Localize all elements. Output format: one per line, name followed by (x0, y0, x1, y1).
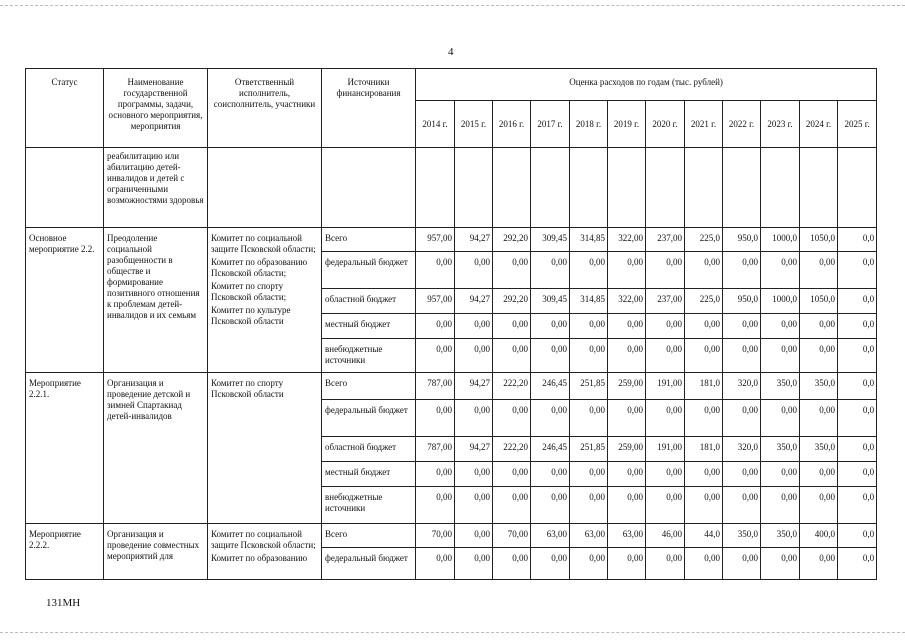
value-cell: 0,00 (493, 400, 531, 437)
value-cell: 0,00 (723, 462, 761, 487)
value-cell: 251,85 (570, 373, 608, 400)
value-cell: 251,85 (570, 437, 608, 462)
value-cell: 0,00 (416, 252, 455, 289)
value-cell: 0,0 (838, 437, 877, 462)
value-cell: 0,00 (416, 487, 455, 524)
value-cell: 191,00 (646, 437, 685, 462)
value-cell: 0,00 (531, 400, 570, 437)
source-cell: Всего (322, 373, 416, 400)
value-cell: 0,00 (531, 252, 570, 289)
value-cell: 0,00 (646, 339, 685, 373)
value-cell: 225,0 (685, 289, 723, 314)
value-cell: 225,0 (685, 228, 723, 252)
value-cell: 0,00 (723, 487, 761, 524)
responsible-line: Комитет по культуре Псковской области (211, 305, 291, 326)
value-cell: 0,00 (761, 462, 800, 487)
header-name: Наименование государственной программы, задачи, основного мероприятия, мероприятия (104, 69, 208, 148)
value-cell: 0,00 (800, 400, 838, 437)
value-cell: 0,00 (416, 314, 455, 339)
source-cell: федеральный бюджет (322, 252, 416, 289)
value-cell: 246,45 (531, 373, 570, 400)
value-cell: 0,00 (570, 462, 608, 487)
value-cell: 44,0 (685, 524, 723, 548)
value-cell: 246,45 (531, 437, 570, 462)
responsible-cell (208, 524, 322, 580)
value-cell: 63,00 (570, 524, 608, 548)
value-cell: 0,00 (800, 339, 838, 373)
value-cell: 0,00 (531, 487, 570, 524)
value-cell: 0,00 (761, 548, 800, 580)
table-row (26, 228, 877, 252)
value-cell: 94,27 (455, 373, 493, 400)
value-cell: 259,00 (608, 373, 646, 400)
value-cell: 0,00 (608, 548, 646, 580)
value-cell: 314,85 (570, 228, 608, 252)
value-cell: 46,00 (646, 524, 685, 548)
name-cell: Преодоление социальной разобщенности в обществе и формирование позитивного отношения к проблемам детей-инвалидов и их семьям (104, 228, 208, 373)
value-cell: 0,00 (685, 252, 723, 289)
value-cell: 0,0 (838, 400, 877, 437)
header-estimate: Оценка расходов по годам (тыс. рублей) (416, 69, 877, 101)
value-cell: 0,00 (685, 400, 723, 437)
year-header: 2018 г. (570, 101, 608, 148)
value-cell: 0,00 (646, 487, 685, 524)
value-cell: 0,0 (838, 487, 877, 524)
value-cell: 0,0 (838, 462, 877, 487)
header-sources: Источники финансирования (322, 69, 416, 148)
responsible-cell (208, 373, 322, 524)
value-cell: 0,00 (570, 339, 608, 373)
source-cell: областной бюджет (322, 289, 416, 314)
value-cell: 314,85 (570, 289, 608, 314)
value-cell: 950,0 (723, 228, 761, 252)
value-cell: 0,00 (416, 339, 455, 373)
name-cell: Организация и проведение совместных мероприятий для (104, 524, 208, 580)
value-cell: 63,00 (531, 524, 570, 548)
value-cell: 0,00 (646, 400, 685, 437)
value-cell: 0,00 (455, 400, 493, 437)
value-cell: 1000,0 (761, 289, 800, 314)
value-cell: 0,00 (800, 548, 838, 580)
value-cell: 0,00 (685, 339, 723, 373)
value-cell: 1000,0 (761, 228, 800, 252)
value-cell: 0,00 (570, 400, 608, 437)
value-cell: 0,00 (723, 548, 761, 580)
value-cell: 350,0 (800, 437, 838, 462)
value-cell: 0,00 (416, 400, 455, 437)
value-cell: 322,00 (608, 289, 646, 314)
name-cell: Организация и проведение детской и зимней Спартакиад детей-инвалидов (104, 373, 208, 524)
value-cell: 0,00 (800, 462, 838, 487)
value-cell: 0,00 (570, 314, 608, 339)
value-cell: 0,00 (761, 400, 800, 437)
value-cell: 0,00 (531, 548, 570, 580)
value-cell: 400,0 (800, 524, 838, 548)
value-cell: 0,00 (685, 487, 723, 524)
value-cell: 0,00 (416, 462, 455, 487)
value-cell: 191,00 (646, 373, 685, 400)
status-cell: Основное мероприятие 2.2. (26, 228, 104, 373)
value-cell: 0,00 (723, 314, 761, 339)
continuation-row (26, 148, 877, 228)
value-cell: 0,00 (723, 400, 761, 437)
value-cell: 0,00 (493, 462, 531, 487)
source-cell: Всего (322, 524, 416, 548)
value-cell: 350,0 (761, 437, 800, 462)
source-cell: местный бюджет (322, 462, 416, 487)
responsible-line: Комитет по образованию Псковской области; (211, 257, 308, 278)
value-cell: 0,00 (723, 339, 761, 373)
value-cell: 94,27 (455, 289, 493, 314)
value-cell: 0,0 (838, 339, 877, 373)
status-cell: Мероприятие 2.2.2. (26, 524, 104, 580)
value-cell: 0,00 (761, 339, 800, 373)
continuation-text: реабилитацию или абилитацию детей-инвалидов и детей с ограниченными возможностями здоровья (104, 148, 208, 228)
header-responsible: Ответственный исполнитель, соисполнитель, участники (208, 69, 322, 148)
value-cell: 950,0 (723, 289, 761, 314)
value-cell: 0,00 (493, 314, 531, 339)
value-cell: 0,00 (608, 462, 646, 487)
page-number: 4 (448, 46, 454, 58)
value-cell: 0,0 (838, 373, 877, 400)
value-cell: 0,00 (570, 548, 608, 580)
value-cell: 0,00 (531, 462, 570, 487)
value-cell: 237,00 (646, 289, 685, 314)
value-cell: 292,20 (493, 228, 531, 252)
value-cell: 350,0 (800, 373, 838, 400)
year-header: 2022 г. (723, 101, 761, 148)
value-cell: 0,0 (838, 252, 877, 289)
value-cell: 0,00 (570, 252, 608, 289)
value-cell: 320,0 (723, 373, 761, 400)
header-status: Статус (26, 69, 104, 148)
source-cell: федеральный бюджет (322, 400, 416, 437)
value-cell: 350,0 (761, 524, 800, 548)
value-cell: 0,00 (455, 548, 493, 580)
value-cell: 0,00 (608, 314, 646, 339)
source-cell: Всего (322, 228, 416, 252)
value-cell: 0,0 (838, 524, 877, 548)
year-header: 2025 г. (838, 101, 877, 148)
year-header: 2024 г. (800, 101, 838, 148)
value-cell: 0,0 (838, 228, 877, 252)
value-cell: 0,00 (608, 339, 646, 373)
source-cell: внебюджетные источники (322, 487, 416, 524)
value-cell: 0,00 (800, 314, 838, 339)
value-cell: 1050,0 (800, 228, 838, 252)
value-cell: 0,00 (723, 252, 761, 289)
value-cell: 350,0 (723, 524, 761, 548)
value-cell: 320,0 (723, 437, 761, 462)
value-cell: 94,27 (455, 228, 493, 252)
value-cell: 0,00 (800, 487, 838, 524)
year-header: 2017 г. (531, 101, 570, 148)
value-cell: 0,00 (455, 462, 493, 487)
value-cell: 787,00 (416, 373, 455, 400)
value-cell: 0,00 (455, 524, 493, 548)
year-header: 2021 г. (685, 101, 723, 148)
value-cell: 0,00 (531, 314, 570, 339)
value-cell: 0,00 (646, 314, 685, 339)
value-cell: 0,0 (838, 314, 877, 339)
value-cell: 0,00 (455, 487, 493, 524)
value-cell: 0,00 (416, 548, 455, 580)
value-cell: 1050,0 (800, 289, 838, 314)
expense-table (25, 68, 877, 580)
responsible-line: Комитет по спорту Псковской области (211, 378, 284, 399)
value-cell: 0,00 (761, 314, 800, 339)
year-header: 2014 г. (416, 101, 455, 148)
responsible-line: Комитет по образованию (211, 553, 308, 563)
value-cell: 259,00 (608, 437, 646, 462)
value-cell: 0,00 (608, 487, 646, 524)
value-cell: 0,0 (838, 548, 877, 580)
value-cell: 0,00 (646, 462, 685, 487)
value-cell: 70,00 (416, 524, 455, 548)
value-cell: 957,00 (416, 228, 455, 252)
value-cell: 309,45 (531, 228, 570, 252)
source-cell: внебюджетные источники (322, 339, 416, 373)
value-cell: 0,00 (646, 548, 685, 580)
source-cell: областной бюджет (322, 437, 416, 462)
responsible-line: Комитет по социальной защите Псковской области; (211, 233, 316, 254)
value-cell: 787,00 (416, 437, 455, 462)
value-cell: 0,00 (455, 252, 493, 289)
value-cell: 0,00 (646, 252, 685, 289)
value-cell: 350,0 (761, 373, 800, 400)
responsible-cell (208, 228, 322, 373)
value-cell: 0,00 (570, 487, 608, 524)
value-cell: 94,27 (455, 437, 493, 462)
year-header: 2019 г. (608, 101, 646, 148)
page-top-edge (0, 0, 905, 6)
table-row (26, 373, 877, 400)
value-cell: 237,00 (646, 228, 685, 252)
value-cell: 63,00 (608, 524, 646, 548)
value-cell: 0,00 (685, 314, 723, 339)
value-cell: 322,00 (608, 228, 646, 252)
value-cell: 181,0 (685, 373, 723, 400)
value-cell: 70,00 (493, 524, 531, 548)
value-cell: 292,20 (493, 289, 531, 314)
value-cell: 181,0 (685, 437, 723, 462)
value-cell: 222,20 (493, 373, 531, 400)
value-cell: 0,00 (685, 462, 723, 487)
value-cell: 0,00 (493, 339, 531, 373)
year-header: 2016 г. (493, 101, 531, 148)
value-cell: 0,00 (608, 252, 646, 289)
status-cell: Мероприятие 2.2.1. (26, 373, 104, 524)
responsible-line: Комитет по социальной защите Псковской области; (211, 529, 316, 550)
table-row (26, 524, 877, 548)
value-cell: 0,00 (531, 339, 570, 373)
value-cell: 309,45 (531, 289, 570, 314)
value-cell: 0,0 (838, 289, 877, 314)
value-cell: 0,00 (761, 252, 800, 289)
year-header: 2015 г. (455, 101, 493, 148)
year-header: 2020 г. (646, 101, 685, 148)
value-cell: 0,00 (685, 548, 723, 580)
value-cell: 222,20 (493, 437, 531, 462)
value-cell: 0,00 (800, 252, 838, 289)
value-cell: 0,00 (761, 487, 800, 524)
value-cell: 0,00 (455, 339, 493, 373)
value-cell: 957,00 (416, 289, 455, 314)
value-cell: 0,00 (493, 252, 531, 289)
responsible-line: Комитет по спорту Псковской области; (211, 281, 287, 302)
value-cell: 0,00 (455, 314, 493, 339)
source-cell: местный бюджет (322, 314, 416, 339)
value-cell: 0,00 (608, 400, 646, 437)
source-cell: федеральный бюджет (322, 548, 416, 580)
value-cell: 0,00 (493, 487, 531, 524)
value-cell: 0,00 (493, 548, 531, 580)
footer-code: 131МН (46, 597, 81, 609)
year-header: 2023 г. (761, 101, 800, 148)
